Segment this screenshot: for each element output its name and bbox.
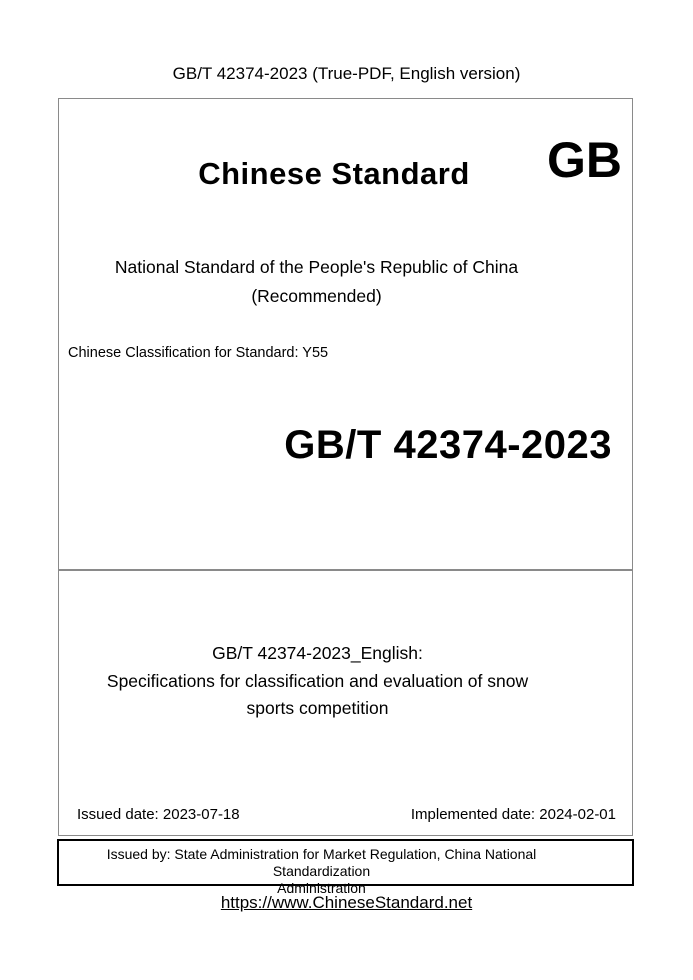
national-standard-block [59, 253, 632, 311]
english-title-block [59, 640, 632, 723]
issuer-box [57, 839, 634, 896]
issuer-line2: Administration [277, 880, 366, 896]
english-title-line2: Specifications for classification and evaluation of snow [106, 670, 529, 691]
english-title-line1: GB/T 42374-2023_English: [212, 643, 423, 663]
classification-code: Chinese Classification for Standard: Y55 [68, 345, 329, 361]
website-link[interactable]: https://www.ChineseStandard.net [220, 893, 473, 912]
cover-box [58, 98, 633, 836]
footer [0, 892, 693, 913]
issued-date: Issued date: 2023-07-18 [77, 806, 240, 823]
document-header-title: GB/T 42374-2023 (True-PDF, English version) [172, 64, 521, 83]
standard-number: GB/T 42374-2023 [284, 423, 612, 467]
issuer-line1: Issued by: State Administration for Market Regulation, China National Standardization [106, 846, 537, 879]
dates-row [77, 805, 616, 824]
english-title-line3: sports competition [246, 698, 389, 718]
gb-logo: GB [547, 132, 622, 188]
section-divider [58, 569, 633, 571]
recommended-line: (Recommended) [251, 286, 382, 306]
implemented-date: Implemented date: 2024-02-01 [410, 806, 616, 823]
brand-title: Chinese Standard [198, 156, 470, 191]
national-standard-line: National Standard of the People's Republic of China [114, 257, 519, 277]
